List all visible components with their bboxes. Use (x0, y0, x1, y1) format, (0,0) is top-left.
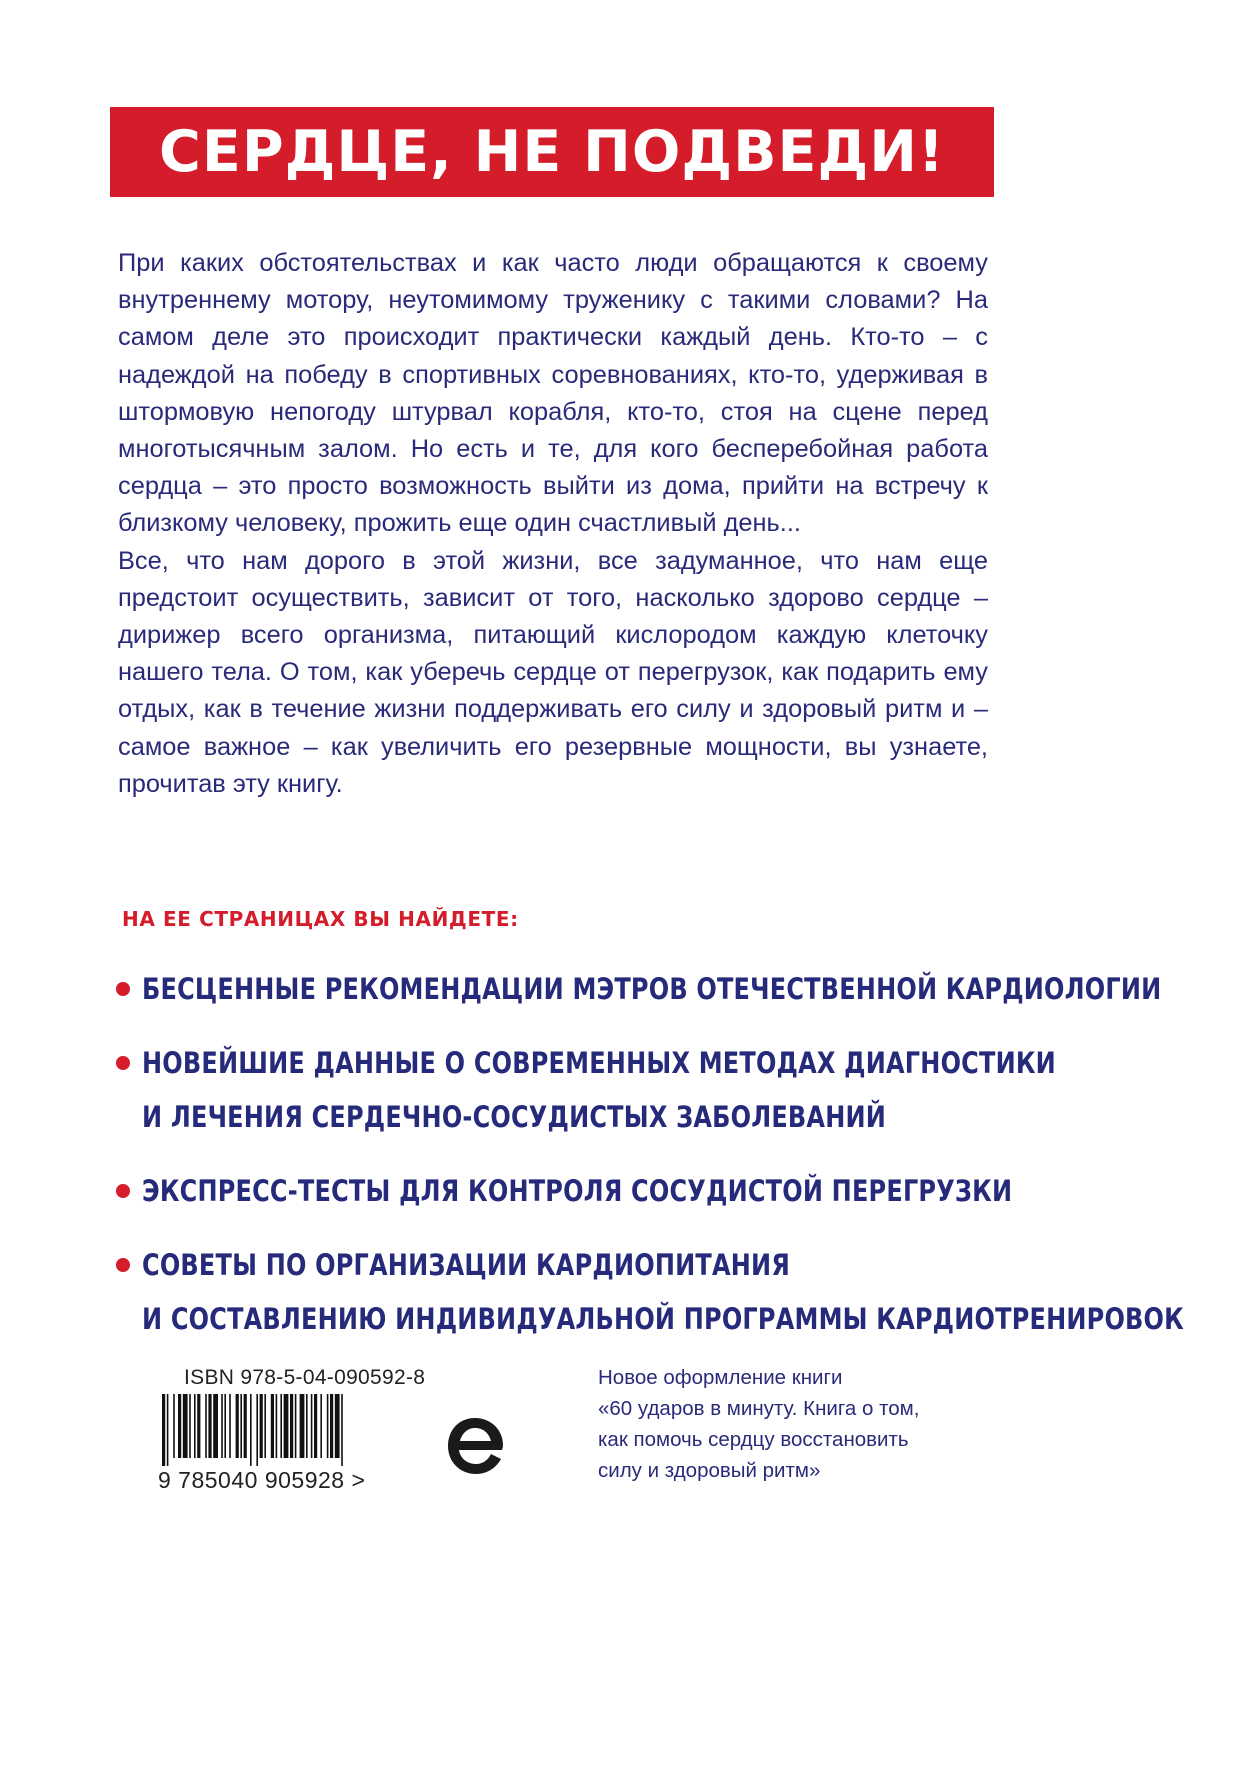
barcode-bar (300, 1394, 305, 1458)
barcode-bar (183, 1394, 188, 1458)
feature-item (112, 1036, 1072, 1144)
barcode-bar (194, 1394, 196, 1458)
edition-note-line: как помочь сердцу восстановить (598, 1428, 909, 1451)
intro-paragraph-2: Все, что нам дорого в этой жизни, все задуманное, что нам еще предстоит осуществить, зависит от того, насколько здорово сердце – дирижер всего организма, питающий кислородом каждую клеточку нашего тела. О том, как уберечь сердце от перегрузок, как подарить ему отдых, как в течение жизни поддерживать его силу и здоровый ритм и – самое важное – как увеличить его резервные мощности, вы узнаете, прочитав эту книгу. (118, 546, 988, 798)
eksmo-logo-icon (443, 1414, 507, 1478)
bullet-icon (116, 1056, 130, 1070)
barcode-bar (250, 1394, 252, 1466)
barcode-digits: 9 785040 905928 > (158, 1467, 366, 1493)
feature-line: И СОСТАВЛЕНИЮ ИНДИВИДУАЛЬНОЙ ПРОГРАММЫ КАРДИОТРЕНИРОВОК (142, 1301, 1184, 1337)
barcode-bar (284, 1394, 289, 1458)
edition-note-line: Новое оформление книги (598, 1366, 843, 1389)
barcode-bar (264, 1394, 266, 1458)
intro-paragraph-1: При каких обстоятельствах и как часто люди обращаются к своему внутреннему мотору, неутомимому труженику с такими словами? На самом деле это происходит практически каждый день. Кто-то – с надеждой на победу в спортивных соревнованиях, кто-то, удерживая в штормовую непогоду штурвал корабля, кто-то, стоя на сцене перед многотысячным залом. Но есть и те, для кого бесперебойная работа сердца – это просто возможность выйти из дома, прийти на встречу к близкому человеку, прожить еще один счастливый день... (118, 249, 988, 538)
barcode-bar (189, 1394, 191, 1458)
barcode-bar (327, 1394, 329, 1458)
barcode-bar (280, 1394, 282, 1458)
isbn-block (158, 1366, 448, 1493)
feature-line: БЕСЦЕННЫЕ РЕКОМЕНДАЦИИ МЭТРОВ ОТЕЧЕСТВЕННОЙ КАРДИОЛОГИИ (142, 971, 1162, 1007)
barcode-bar (221, 1394, 223, 1458)
barcode-bar (335, 1394, 340, 1458)
barcode-bar (197, 1394, 200, 1458)
barcode-bar (311, 1394, 313, 1458)
barcode-bar (341, 1394, 343, 1466)
edition-note-line: силу и здоровый ритм» (598, 1459, 821, 1482)
feature-item (112, 1164, 1072, 1218)
barcode-bar (167, 1394, 169, 1466)
barcode-bar (271, 1394, 274, 1458)
feature-line: СОВЕТЫ ПО ОРГАНИЗАЦИИ КАРДИОПИТАНИЯ (142, 1247, 791, 1283)
barcode-bar (178, 1394, 181, 1458)
barcode-bar (314, 1394, 317, 1458)
barcode-bar (295, 1394, 297, 1458)
feature-item (112, 962, 1162, 1016)
isbn-label: ISBN 978-5-04-090592-8 (184, 1366, 426, 1389)
page-title: СЕРДЦЕ, НЕ ПОДВЕДИ! (159, 119, 945, 185)
barcode-bar (290, 1394, 293, 1458)
barcode-bar (320, 1394, 322, 1458)
barcode-bar (244, 1394, 247, 1458)
feature-line: ЭКСПРЕСС-ТЕСТЫ ДЛЯ КОНТРОЛЯ СОСУДИСТОЙ ПЕРЕГРУЗКИ (142, 1173, 1013, 1209)
features-heading: НА ЕЕ СТРАНИЦАХ ВЫ НАЙДЕТЕ: (122, 907, 519, 931)
bullet-icon (116, 1184, 130, 1198)
edition-note-line: «60 ударов в минуту. Книга о том, (598, 1397, 920, 1420)
barcode-bar (208, 1394, 211, 1458)
barcode-bar (213, 1394, 218, 1458)
barcode-bar (224, 1394, 226, 1458)
bullet-icon (116, 982, 130, 996)
edition-note (598, 1362, 919, 1486)
barcode-bar (205, 1394, 207, 1458)
barcode-bar (229, 1394, 231, 1458)
feature-line: И ЛЕЧЕНИЯ СЕРДЕЧНО-СОСУДИСТЫХ ЗАБОЛЕВАНИЙ (142, 1099, 887, 1135)
barcode-bar (240, 1394, 242, 1458)
barcode-bar (260, 1394, 263, 1458)
barcode-bar (330, 1394, 333, 1458)
barcode-bar (173, 1394, 175, 1458)
intro-text (118, 245, 988, 803)
barcode-bar (236, 1394, 239, 1458)
barcode-bar (256, 1394, 258, 1466)
barcode (158, 1394, 418, 1466)
barcode-bar (306, 1394, 308, 1458)
feature-item (112, 1238, 1184, 1346)
barcode-bar (276, 1394, 278, 1458)
title-banner (110, 107, 994, 197)
features-list (112, 962, 1184, 1366)
bullet-icon (116, 1258, 130, 1272)
barcode-bar (162, 1394, 165, 1466)
feature-line: НОВЕЙШИЕ ДАННЫЕ О СОВРЕМЕННЫХ МЕТОДАХ ДИАГНОСТИКИ (142, 1045, 1056, 1081)
